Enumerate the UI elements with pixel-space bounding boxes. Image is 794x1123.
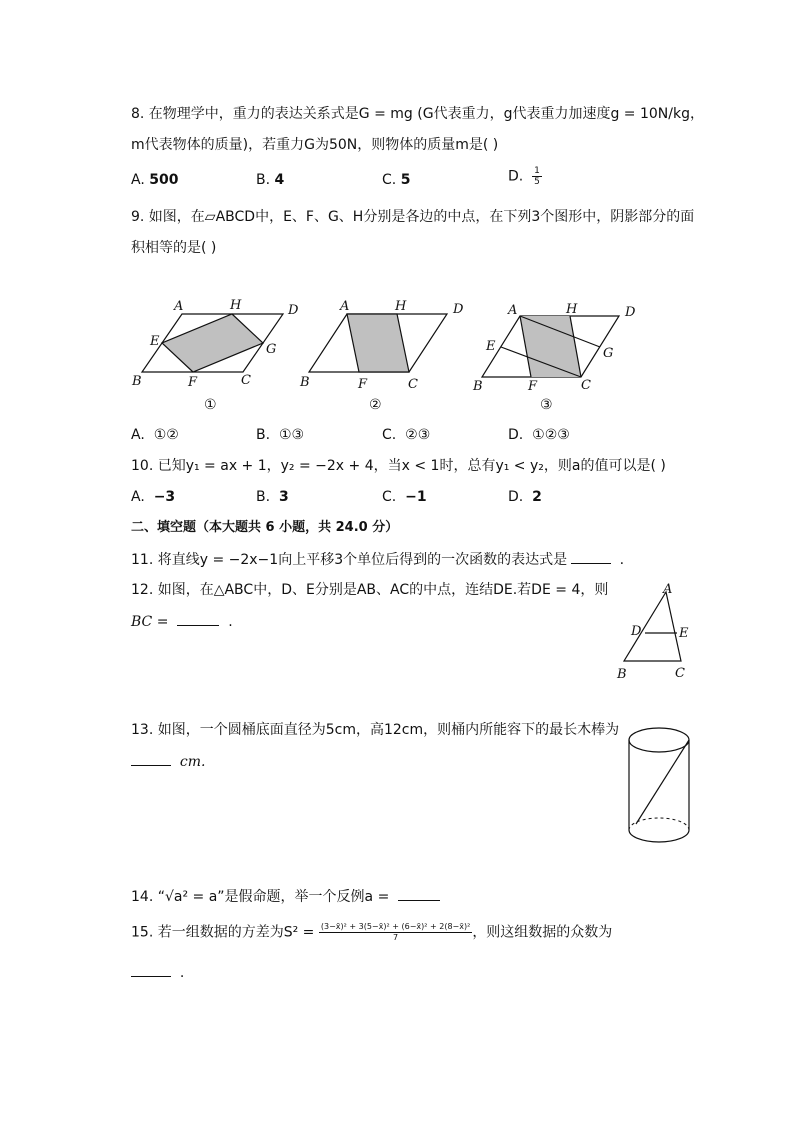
figure-3-caption: ③ [540,397,553,413]
label-c: C [408,377,418,392]
label-d: D [288,303,299,318]
label-h: H [566,302,578,317]
q9-figure-1 [128,292,308,392]
q10-option-d: D. 2 [508,489,542,505]
label-a: A [174,299,184,314]
label-b: B [617,667,627,682]
label-h: H [395,299,407,314]
q8-option-c: C. 5 [382,172,411,188]
q9-figure-2 [298,292,473,392]
q12-triangle-figure [610,582,700,682]
label-g: G [603,346,614,361]
diagonal-rod [636,740,689,824]
q9-option-b: B. ①③ [256,427,305,443]
label-c: C [241,373,251,388]
variance-fraction: $\frac{\text{(3−x̄)² + 3(5−x̄)² + (6−x̄)² + 2(8−x̄)²}}{7}$ [320,922,471,942]
q8-option-b: B. 4 [256,172,285,188]
answer-blank [131,962,171,977]
q10-option-b: B. 3 [256,489,289,505]
section-fill-in-blank-header: 二、填空题（本大题共 6 小题，共 24.0 分） [131,520,399,535]
q13-line2: cm. [131,751,205,772]
q8-option-a: A. 500 [131,172,179,188]
label-d: D [453,302,464,317]
label-d: D [625,305,636,320]
label-b: B [300,375,310,390]
label-b: B [473,379,483,392]
cylinder-bottom-front [629,830,689,842]
label-d: D [631,624,642,639]
q10-option-a: A. −3 [131,489,176,505]
q10-line1: 10. 已知y₁ = ax + 1，y₂ = −2x + 4，当x < 1时，总有y₁ < y₂，则a的值可以是( ) [131,458,666,474]
cylinder-top [629,728,689,752]
label-e: E [486,339,496,354]
label-e: E [679,626,689,641]
q8-line1: 8. 在物理学中，重力的表达关系式是G = mg (G代表重力，g代表重力加速度g = 10N/kg， [131,106,704,122]
label-a: A [663,582,673,597]
label-c: C [675,666,685,681]
label-e: E [150,334,160,349]
answer-blank [398,886,440,901]
label-c: C [581,378,591,392]
answer-blank [131,751,171,766]
q15-line2: . [131,962,184,983]
q9-option-d: D. ①②③ [508,427,570,443]
figure-2-caption: ② [369,397,382,413]
label-a: A [340,299,350,314]
q11-line: 11. 将直线y = −2x−1向上平移3个单位后得到的一次函数的表达式是 . [131,549,624,570]
q9-line2: 积相等的是( ) [131,240,217,256]
q13-line1: 13. 如图，一个圆桶底面直径为5cm，高12cm，则桶内所能容下的最长木棒为 [131,722,620,738]
shaded-region [162,314,263,372]
q13-cylinder-figure [622,720,697,850]
q9-figure-3 [470,292,650,392]
shaded-region [347,314,409,372]
label-a: A [508,303,518,318]
answer-blank [571,549,611,564]
q9-option-a: A. ①② [131,427,179,443]
q8-option-d: D. $\frac{1}{5}$ [508,166,540,187]
label-g: G [266,342,277,357]
q15-line1: 15. 若一组数据的方差为S² = $\frac{\text{(3−x̄)² + 3(5−x̄)² + (6−x̄)² + 2(8−x̄)²}}{7}$ ，则这组数据的众数为 [131,922,613,942]
label-f: F [358,377,368,392]
q12-line2: BC = . [131,611,233,632]
q9-option-c: C. ②③ [382,427,431,443]
q8-line2: m代表物体的质量)，若重力G为50N，则物体的质量m是( ) [131,137,499,153]
q12-line1: 12. 如图，在△ABC中，D、E分别是AB、AC的中点，连结DE.若DE = 4，则 [131,582,609,598]
label-f: F [528,379,538,392]
q10-option-c: C. −1 [382,489,427,505]
label-h: H [230,298,242,313]
q9-line1: 9. 如图，在▱ABCD中，E、F、G、H分别是各边的中点，在下列3个图形中，阴影部分的面 [131,209,695,225]
figure-1-caption: ① [204,397,217,413]
label-b: B [132,374,142,389]
q14-line: 14. “√a² = a”是假命题，举一个反例a = [131,886,440,907]
fraction-one-fifth: $\frac{1}{5}$ [534,166,540,187]
answer-blank [177,611,219,626]
label-f: F [188,375,198,390]
